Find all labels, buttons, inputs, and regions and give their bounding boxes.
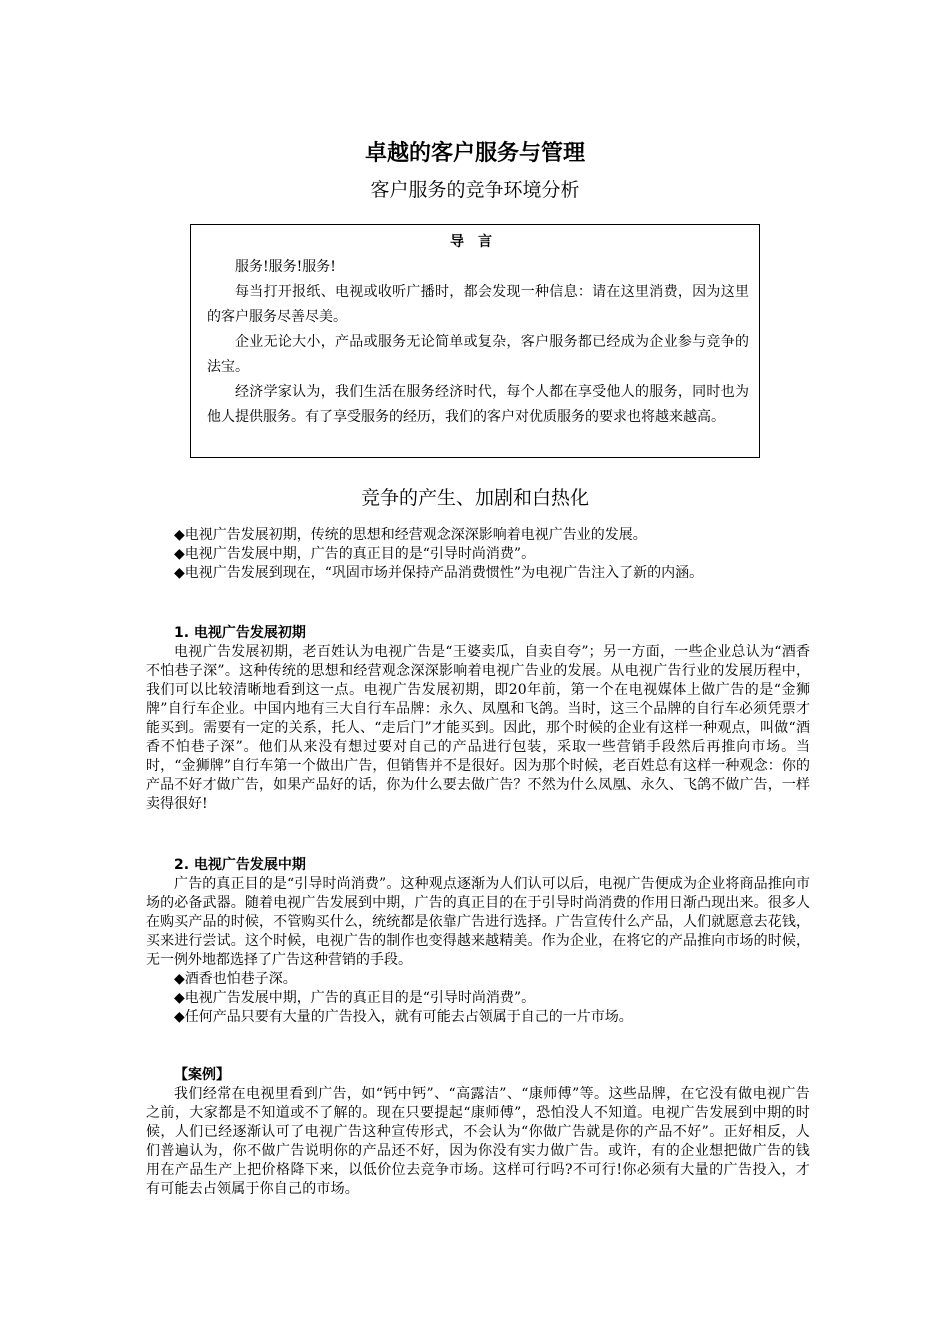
intro-paragraph: 企业无论大小，产品或服务无论简单或复杂，客户服务都已经成为企业参与竞争的法宝。 <box>207 334 749 375</box>
intro-paragraph: 每当打开报纸、电视或收听广播时，都会发现一种信息：请在这里消费，因为这里的客户服务尽善尽美。 <box>207 284 749 325</box>
bullet-item: ◆酒香也怕巷子深。 <box>174 971 297 987</box>
bullet-item: ◆电视广告发展中期，广告的真正目的是“引导时尚消费”。 <box>174 546 536 562</box>
document-subtitle: 客户服务的竞争环境分析 <box>370 179 580 201</box>
case-heading: 【案例】 <box>174 1067 230 1083</box>
part1-text: 电视广告发展初期，老百姓认为电视广告是“王婆卖瓜，自卖自夸”；另一方面，一些企业总认为“酒香不怕巷子深”。这种传统的思想和经营观念深深影响着电视广告业的发展。从电视广告行业的发展历程中，我们可以比较清晰地看到这一点。电视广告发展初期，即20年前，第一个在电视媒体上做广告的是“金狮牌”自行车企业。中国内地有三大自行车品牌：永久、凤凰和飞鸽。当时，这三个品牌的自行车必须凭票才能买到。需要有一定的关系，托人、“走后门”才能买到。因此，那个时候的企业有这样一种观点，叫做“酒香不怕巷子深”。他们从来没有想过要对自己的产品进行包装，采取一些营销手段然后再推向市场。当时，“金狮牌”自行车第一个做出广告，但销售并不是很好。因为那个时候，老百姓总有这样一种观念：你的产品不好才做广告，如果产品好的话，你为什么要去做广告？不然为什么凤凰、永久、飞鸽不做广告，一样卖得很好! <box>146 644 810 812</box>
intro-box <box>190 224 760 458</box>
bullet-item: ◆电视广告发展初期，传统的思想和经营观念深深影响着电视广告业的发展。 <box>174 527 647 543</box>
case-text: 我们经常在电视里看到广告，如“钙中钙”、“高露洁”、“康师傅”等。这些品牌，在它没有做电视广告之前，大家都是不知道或不了解的。现在只要提起“康师傅”，恐怕没人不知道。电视广告发展到中期的时候，人们已经逐渐认可了电视广告这种宣传形式，不会认为“你做广告就是你的产品不好”。正好相反，人们普遍认为，你不做广告说明你的产品还不好，因为你没有实力做广告。或许，有的企业想把做广告的钱用在产品生产上把价格降下来，以低价位去竞争市场。这样可行吗?不可行!你必须有大量的广告投入，才有可能去占领属于你自己的市场。 <box>146 1086 810 1197</box>
part1-heading: 1. 电视广告发展初期 <box>174 625 306 641</box>
bullet-item: ◆电视广告发展中期，广告的真正目的是“引导时尚消费”。 <box>174 990 536 1006</box>
intro-paragraph: 经济学家认为，我们生活在服务经济时代，每个人都在享受他人的服务，同时也为他人提供服务。有了享受服务的经历，我们的客户对优质服务的要求也将越来越高。 <box>207 384 749 425</box>
part2 <box>146 856 810 1027</box>
document-title: 卓越的客户服务与管理 <box>364 141 585 166</box>
part2-heading: 2. 电视广告发展中期 <box>174 857 306 873</box>
part2-text: 广告的真正目的是“引导时尚消费”。这种观点逐渐为人们认可以后，电视广告便成为企业将商品推向市场的必备武器。随着电视广告发展到中期，广告的真正目的在于引导时尚消费的作用日渐凸现出来。很多人在购买产品的时候，不管购买什么，统统都是依靠广告进行选择。广告宣传什么产品，人们就愿意去花钱，买来进行尝试。这个时候，电视广告的制作也变得越来越精美。作为企业，在将它的产品推向市场的时候，无一例外地都选择了广告这种营销的手段。 <box>146 876 810 968</box>
bullet-item: ◆电视广告发展到现在，“巩固市场并保持产品消费惯性”为电视广告注入了新的内涵。 <box>174 565 704 581</box>
part1 <box>146 624 810 814</box>
intro-paragraph: 服务!服务!服务! <box>235 259 336 275</box>
case-block <box>146 1066 810 1199</box>
intro-heading: 导言 <box>450 234 506 250</box>
section-heading: 竞争的产生、加剧和白热化 <box>360 487 589 509</box>
bullet-item: ◆任何产品只要有大量的广告投入，就有可能去占领属于自己的一片市场。 <box>174 1009 633 1025</box>
section-bullets <box>146 526 810 583</box>
